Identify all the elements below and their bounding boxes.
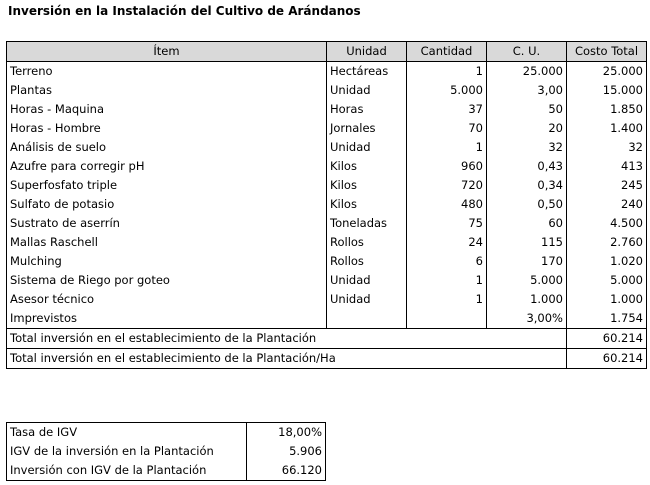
quantity-cell: 1 bbox=[407, 290, 487, 309]
quantity-cell: 70 bbox=[407, 119, 487, 138]
unit-cost-cell: 20 bbox=[487, 119, 567, 138]
unit-cell: Horas bbox=[327, 100, 407, 119]
item-cell: Azufre para corregir pH bbox=[7, 157, 327, 176]
header-unit: Unidad bbox=[327, 42, 407, 62]
header-unit-cost: C. U. bbox=[487, 42, 567, 62]
quantity-cell: 24 bbox=[407, 233, 487, 252]
igv-label: Tasa de IGV bbox=[7, 423, 247, 443]
igv-label: IGV de la inversión en la Plantación bbox=[7, 442, 247, 461]
igv-value: 18,00% bbox=[247, 423, 326, 443]
item-cell: Sustrato de aserrín bbox=[7, 214, 327, 233]
unit-cell: Jornales bbox=[327, 119, 407, 138]
unit-cost-cell: 0,34 bbox=[487, 176, 567, 195]
table-row bbox=[7, 271, 647, 290]
investment-table bbox=[6, 41, 647, 369]
unit-cell: Unidad bbox=[327, 81, 407, 100]
total-cost-cell: 5.000 bbox=[567, 271, 647, 290]
table-row bbox=[7, 138, 647, 157]
igv-table bbox=[6, 422, 326, 481]
total-label: Total inversión en el establecimiento de la Plantación bbox=[7, 329, 567, 349]
item-cell: Terreno bbox=[7, 62, 327, 82]
total-row bbox=[7, 349, 647, 369]
unit-cost-cell: 3,00 bbox=[487, 81, 567, 100]
quantity-cell: 37 bbox=[407, 100, 487, 119]
total-cost-cell: 1.850 bbox=[567, 100, 647, 119]
quantity-cell: 960 bbox=[407, 157, 487, 176]
unit-cell: Kilos bbox=[327, 176, 407, 195]
unit-cell: Unidad bbox=[327, 290, 407, 309]
header-total-cost: Costo Total bbox=[567, 42, 647, 62]
total-label: Total inversión en el establecimiento de la Plantación/Ha bbox=[7, 349, 567, 369]
unit-cost-cell: 170 bbox=[487, 252, 567, 271]
unit-cell: Kilos bbox=[327, 157, 407, 176]
total-cost-cell: 1.000 bbox=[567, 290, 647, 309]
igv-value: 66.120 bbox=[247, 461, 326, 481]
unit-cell: Unidad bbox=[327, 138, 407, 157]
total-cost-cell: 15.000 bbox=[567, 81, 647, 100]
igv-label: Inversión con IGV de la Plantación bbox=[7, 461, 247, 481]
quantity-cell: 75 bbox=[407, 214, 487, 233]
total-cost-cell: 1.020 bbox=[567, 252, 647, 271]
igv-row bbox=[7, 461, 326, 481]
item-cell: Sulfato de potasio bbox=[7, 195, 327, 214]
item-cell: Sistema de Riego por goteo bbox=[7, 271, 327, 290]
unit-cell bbox=[327, 309, 407, 329]
total-cost-cell: 1.754 bbox=[567, 309, 647, 329]
table-row bbox=[7, 119, 647, 138]
quantity-cell: 1 bbox=[407, 271, 487, 290]
table-row bbox=[7, 252, 647, 271]
item-cell: Superfosfato triple bbox=[7, 176, 327, 195]
table-row bbox=[7, 214, 647, 233]
unit-cost-cell: 50 bbox=[487, 100, 567, 119]
table-row bbox=[7, 62, 647, 82]
item-cell: Imprevistos bbox=[7, 309, 327, 329]
quantity-cell: 5.000 bbox=[407, 81, 487, 100]
item-cell: Mulching bbox=[7, 252, 327, 271]
unit-cell: Kilos bbox=[327, 195, 407, 214]
total-value: 60.214 bbox=[567, 329, 647, 349]
quantity-cell: 720 bbox=[407, 176, 487, 195]
unit-cost-cell: 25.000 bbox=[487, 62, 567, 82]
unit-cell: Unidad bbox=[327, 271, 407, 290]
total-cost-cell: 4.500 bbox=[567, 214, 647, 233]
header-quantity: Cantidad bbox=[407, 42, 487, 62]
table-row bbox=[7, 290, 647, 309]
table-row bbox=[7, 195, 647, 214]
quantity-cell bbox=[407, 309, 487, 329]
table-header-row bbox=[7, 42, 647, 62]
unit-cell: Rollos bbox=[327, 233, 407, 252]
header-item: Ítem bbox=[7, 42, 327, 62]
quantity-cell: 6 bbox=[407, 252, 487, 271]
total-cost-cell: 245 bbox=[567, 176, 647, 195]
table-row bbox=[7, 157, 647, 176]
unit-cost-cell: 60 bbox=[487, 214, 567, 233]
table-row bbox=[7, 309, 647, 329]
unit-cell: Hectáreas bbox=[327, 62, 407, 82]
item-cell: Horas - Maquina bbox=[7, 100, 327, 119]
total-cost-cell: 25.000 bbox=[567, 62, 647, 82]
unit-cost-cell: 0,50 bbox=[487, 195, 567, 214]
total-cost-cell: 240 bbox=[567, 195, 647, 214]
unit-cost-cell: 1.000 bbox=[487, 290, 567, 309]
item-cell: Plantas bbox=[7, 81, 327, 100]
unit-cost-cell: 3,00% bbox=[487, 309, 567, 329]
total-cost-cell: 413 bbox=[567, 157, 647, 176]
table-row bbox=[7, 100, 647, 119]
unit-cost-cell: 115 bbox=[487, 233, 567, 252]
item-cell: Asesor técnico bbox=[7, 290, 327, 309]
page-title: Inversión en la Instalación del Cultivo de Arándanos bbox=[8, 4, 361, 18]
table-row bbox=[7, 233, 647, 252]
unit-cost-cell: 0,43 bbox=[487, 157, 567, 176]
item-cell: Horas - Hombre bbox=[7, 119, 327, 138]
unit-cost-cell: 32 bbox=[487, 138, 567, 157]
igv-value: 5.906 bbox=[247, 442, 326, 461]
total-cost-cell: 2.760 bbox=[567, 233, 647, 252]
item-cell: Mallas Raschell bbox=[7, 233, 327, 252]
table-row bbox=[7, 81, 647, 100]
total-row bbox=[7, 329, 647, 349]
total-value: 60.214 bbox=[567, 349, 647, 369]
total-cost-cell: 1.400 bbox=[567, 119, 647, 138]
unit-cost-cell: 5.000 bbox=[487, 271, 567, 290]
table-row bbox=[7, 176, 647, 195]
igv-row bbox=[7, 423, 326, 443]
igv-row bbox=[7, 442, 326, 461]
quantity-cell: 1 bbox=[407, 138, 487, 157]
unit-cell: Rollos bbox=[327, 252, 407, 271]
unit-cell: Toneladas bbox=[327, 214, 407, 233]
total-cost-cell: 32 bbox=[567, 138, 647, 157]
item-cell: Análisis de suelo bbox=[7, 138, 327, 157]
quantity-cell: 480 bbox=[407, 195, 487, 214]
quantity-cell: 1 bbox=[407, 62, 487, 82]
